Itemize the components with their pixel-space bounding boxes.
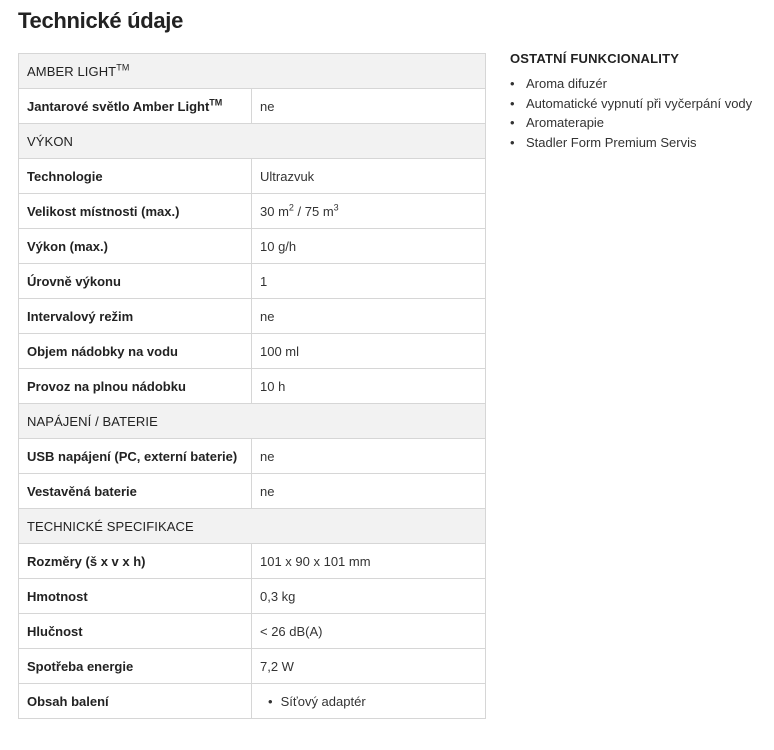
table-row: [19, 684, 486, 719]
row-label: Vestavěná baterie: [19, 474, 252, 509]
row-value: 10 g/h: [252, 229, 486, 264]
row-label: Obsah balení: [19, 684, 252, 719]
row-value: 101 x 90 x 101 mm: [252, 544, 486, 579]
bullet-icon: •: [510, 95, 515, 111]
value-part: 30 m: [260, 203, 289, 219]
trademark-sup: TM: [209, 97, 223, 108]
row-label: Provoz na plnou nádobku: [19, 369, 252, 404]
row-value: < 26 dB(A): [252, 614, 486, 649]
bullet-icon: •: [510, 115, 515, 130]
row-value: ne: [252, 474, 486, 509]
list-item: • Síťový adaptér: [260, 694, 485, 709]
table-row: [19, 89, 486, 124]
row-label: Výkon (max.): [19, 229, 252, 264]
row-label: Velikost místnosti (max.): [19, 194, 252, 229]
row-value: 10 h: [252, 369, 486, 404]
section-title-text: AMBER LIGHT: [27, 63, 117, 79]
row-value: ne: [252, 299, 486, 334]
table-row: [19, 579, 486, 614]
section-title: VÝKON: [19, 124, 486, 159]
table-row: [19, 474, 486, 509]
table-row: [19, 614, 486, 649]
table-row: [19, 159, 486, 194]
table-row: [19, 649, 486, 684]
specs-table: [18, 53, 486, 719]
row-label: Rozměry (š x v x h): [19, 544, 252, 579]
section-title: TECHNICKÉ SPECIFIKACE: [19, 509, 486, 544]
section-header-amber-light: [19, 54, 486, 89]
row-label: Spotřeba energie: [19, 649, 252, 684]
superscript: 2: [288, 202, 294, 213]
table-row: [19, 194, 486, 229]
table-row: [19, 229, 486, 264]
row-value: ne: [252, 439, 486, 474]
row-label: [19, 89, 252, 124]
row-value: 0,3 kg: [252, 579, 486, 614]
section-header-napajeni: [19, 404, 486, 439]
row-label: Intervalový režim: [19, 299, 252, 334]
table-row: [19, 544, 486, 579]
section-header-technicke-specifikace: [19, 509, 486, 544]
other-features-panel: [510, 51, 770, 152]
value-part: / 75 m: [293, 203, 334, 219]
list-item-text: Aromaterapie: [526, 115, 605, 130]
list-item-text: Aroma difuzér: [526, 76, 607, 91]
row-label: Úrovně výkonu: [19, 264, 252, 299]
bullet-icon: •: [510, 134, 515, 150]
row-label: USB napájení (PC, externí baterie): [19, 439, 252, 474]
table-row: [19, 299, 486, 334]
row-label: Technologie: [19, 159, 252, 194]
row-label-text: Jantarové světlo Amber Light: [27, 98, 210, 114]
bullet-icon: •: [510, 76, 515, 91]
section-header-vykon: [19, 124, 486, 159]
other-features-list: [510, 74, 770, 152]
section-title: NAPÁJENÍ / BATERIE: [19, 404, 486, 439]
row-value: [252, 194, 486, 229]
table-row: [19, 264, 486, 299]
row-value: 7,2 W: [252, 649, 486, 684]
list-item: [510, 74, 770, 94]
row-label: Hlučnost: [19, 614, 252, 649]
superscript: 3: [333, 202, 339, 213]
list-item: [510, 133, 770, 153]
other-features-title: OSTATNÍ FUNKCIONALITY: [510, 51, 680, 66]
list-item: [510, 94, 770, 114]
row-value: Ultrazvuk: [252, 159, 486, 194]
list-item-text: Stadler Form Premium Servis: [526, 134, 697, 150]
row-label: Hmotnost: [19, 579, 252, 614]
list-item: [510, 113, 770, 133]
table-row: [19, 369, 486, 404]
row-value: ne: [252, 89, 486, 124]
section-title: [19, 54, 486, 89]
list-item-text: Automatické vypnutí při vyčerpání vody: [526, 95, 753, 111]
table-row: [19, 439, 486, 474]
row-value: 100 ml: [252, 334, 486, 369]
row-value: 1: [252, 264, 486, 299]
row-label: Objem nádobky na vodu: [19, 334, 252, 369]
trademark-sup: TM: [116, 62, 130, 73]
row-value: [252, 684, 486, 719]
package-contents-list: [260, 694, 485, 709]
table-row: [19, 334, 486, 369]
page-title: Technické údaje: [18, 8, 184, 33]
